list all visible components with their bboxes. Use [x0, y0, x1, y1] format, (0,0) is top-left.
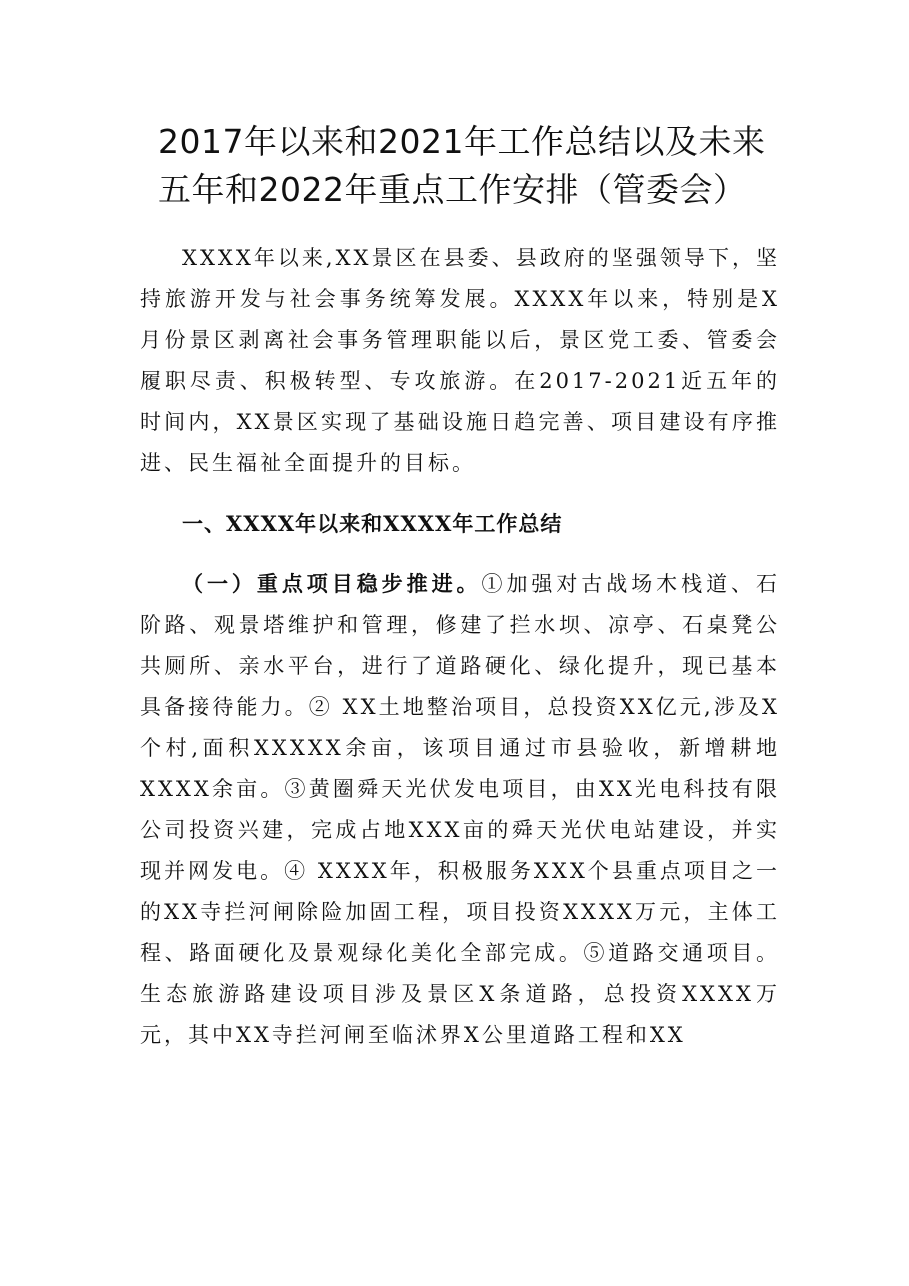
subsection-text: ①加强对古战场木栈道、石阶路、观景塔维护和管理，修建了拦水坝、凉亭、石桌凳公共厕所、亲水平台，进行了道路硬化、绿化提升，现已基本具备接待能力。② XX土地整治项目，总投资XX亿元,涉及X个村,面积XXXXX余亩，该项目通过市县验收，新增耕地XXXX余亩。③黄圈舜天光伏发电项目，由XX光电科技有限公司投资兴建，完成占地XXX亩的舜天光伏电站建设，并实现并网发电。④ XXXX年，积极服务XXX个县重点项目之一的XX寺拦河闸除险加固工程，项目投资XXXX万元，主体工程、路面硬化及景观绿化美化全部完成。⑤道路交通项目。生态旅游路建设项目涉及景区X条道路，总投资XXXX万元，其中XX寺拦河闸至临沭界X公里道路工程和XX — [140, 572, 781, 1047]
title-line-2: 五年和2022年重点工作安排（管委会） — [158, 170, 747, 209]
section-heading: 一、XXXX年以来和XXXX年工作总结 — [182, 511, 563, 536]
title-line-1: 2017年以来和2021年工作总结以及未来 — [158, 122, 766, 161]
document-body — [140, 238, 780, 1056]
document-title — [158, 118, 798, 214]
subsection-lead: （一）重点项目稳步推进。 — [182, 571, 482, 596]
subsection-paragraph — [140, 563, 780, 1056]
intro-paragraph: XXXX年以来,XX景区在县委、县政府的坚强领导下，坚持旅游开发与社会事务统筹发展。XXXX年以来，特别是X月份景区剥离社会事务管理职能以后，景区党工委、管委会履职尽责、积极转型、专攻旅游。在2017-2021近五年的时间内，XX景区实现了基础设施日趋完善、项目建设有序推进、民生福祉全面提升的目标。 — [140, 246, 780, 475]
